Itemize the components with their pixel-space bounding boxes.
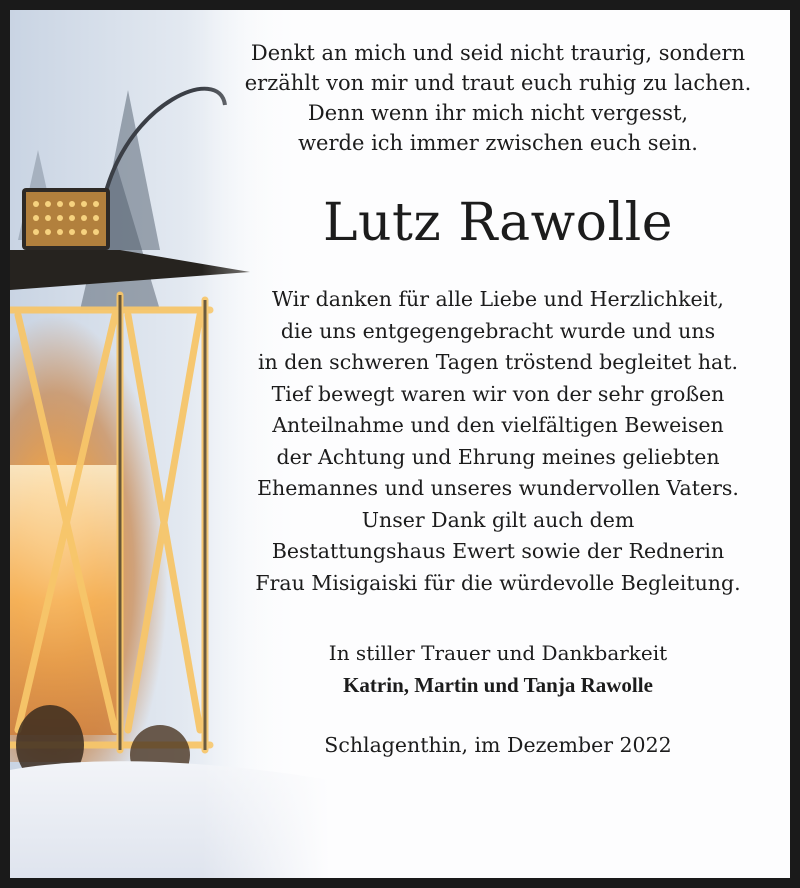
closing-block [228,637,768,701]
poem-line: erzählt von mir und traut euch ruhig zu lachen. [244,71,752,95]
message-line: der Achtung und Ehrung meines geliebten [276,444,720,469]
message-line: Frau Misigaiski für die würdevolle Begleitung. [255,570,741,595]
message-line: Bestattungshaus Ewert sowie der Rednerin [271,539,725,563]
thank-you-message [228,284,768,599]
message-line: die uns entgegengebracht wurde und uns [280,318,716,343]
poem-line: Denkt an mich und seid nicht traurig, sondern [250,41,746,65]
message-line: in den schweren Tagen tröstend begleitet hat. [257,350,739,374]
closing-phrase: In stiller Trauer und Dankbarkeit [328,641,668,665]
message-line: Ehemannes und unseres wundervollen Vaters. [257,476,739,500]
poem-line: werde ich immer zwischen euch sein. [298,131,698,155]
deceased-name: Lutz Rawolle [322,193,674,253]
poem-line: Denn wenn ihr mich nicht vergesst, [307,101,689,125]
message-line: Anteilnahme und den vielfältigen Beweisen [272,413,724,437]
obituary-text [228,38,768,761]
place-date: Schlagenthin, im Dezember 2022 [324,733,672,757]
signers: Katrin, Martin und Tanja Rawolle [343,673,653,697]
message-line: Tief bewegt waren wir von der sehr großen [271,381,725,406]
message-line: Wir danken für alle Liebe und Herzlichkeit, [272,287,724,311]
message-line: Unser Dank gilt auch dem [361,507,635,532]
memorial-poem [228,38,768,158]
